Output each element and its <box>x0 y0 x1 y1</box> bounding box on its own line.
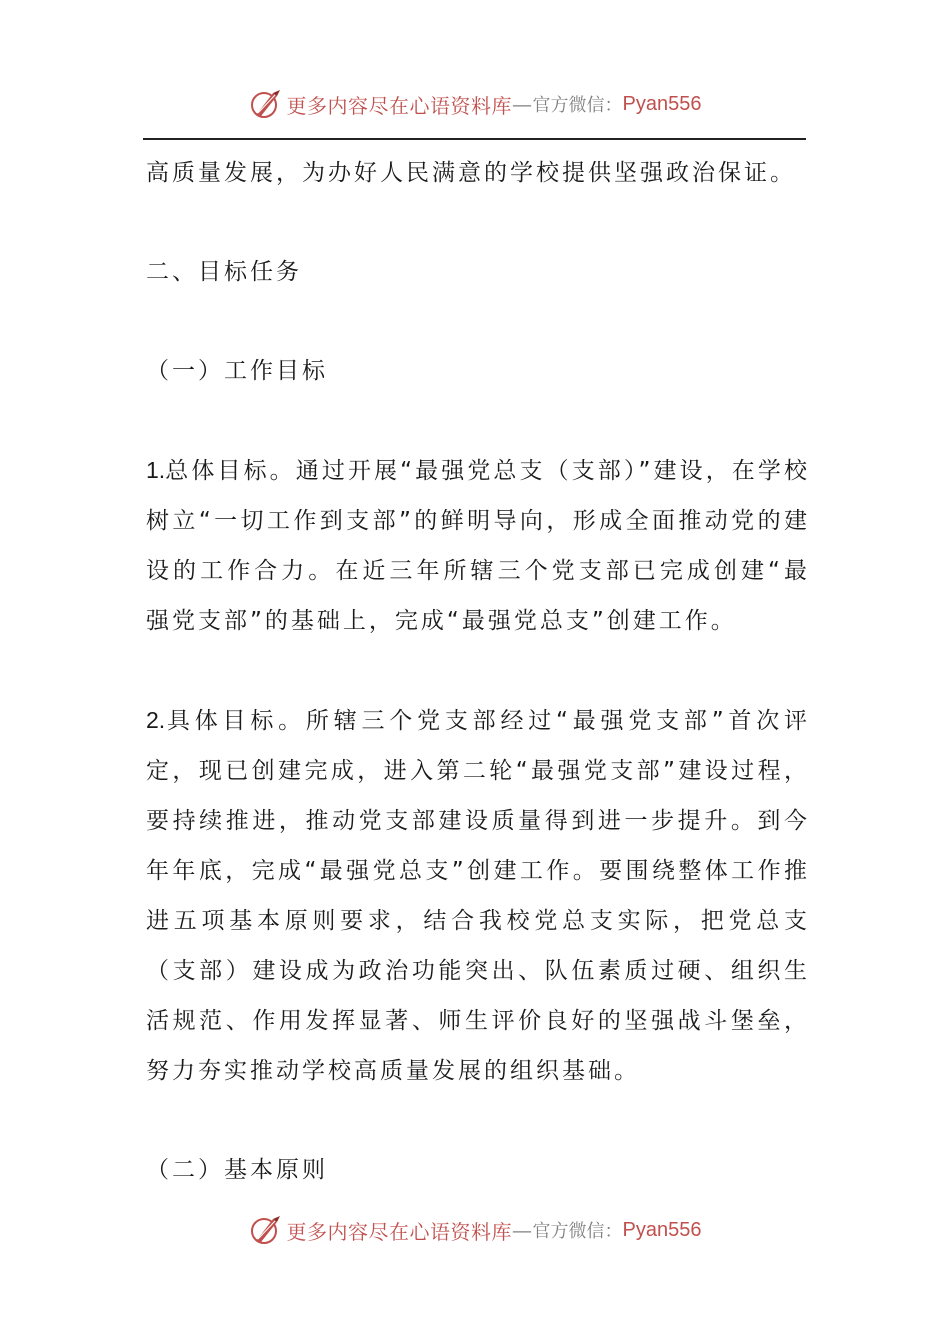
header-site-text: 更多内容尽在心语资料库 <box>286 93 513 118</box>
intro-tail-paragraph: 高质量发展，为办好人民满意的学校提供坚强政治保证。 <box>146 160 796 186</box>
quill-pen-logo-icon <box>249 87 283 121</box>
header-banner <box>0 84 950 124</box>
header-divider <box>143 138 806 140</box>
header-wechat-label: 官方微信： <box>532 95 623 116</box>
footer-site-text: 更多内容尽在心语资料库 <box>286 1219 513 1244</box>
section-heading: 二、目标任务 <box>146 259 302 285</box>
goal-item-2-text: 具体目标。所辖三个党支部经过“最强党支部”首次评定，现已创建完成，进入第二轮“最强党支部”建设过程，要持续推进，推动党支部建设质量得到进一步提升。到今年年底，完成“最强党总支”创建工作。要围绕整体工作推进五项基本原则要求，结合我校党总支实际，把党总支（支部）建设成为政治功能突出、队伍素质过硬、组织生活规范、作用发挥显著、师生评价良好的坚强战斗堡垒，努力夯实推动学校高质量发展的组织基础。 <box>146 708 810 1084</box>
document-body <box>146 148 810 1195</box>
goal-item-1-number: 1. <box>146 457 166 483</box>
header-wechat-id: Pyan556 <box>622 92 702 115</box>
quill-pen-logo-icon <box>249 1213 283 1247</box>
goal-item-1-text: 总体目标。通过开展“最强党总支（支部）”建设，在学校树立“一切工作到支部”的鲜明导向，形成全面推动党的建设的工作合力。在近三年所辖三个党支部已完成创建“最强党支部”的基础上，完成“最强党总支”创建工作。 <box>146 458 810 634</box>
goal-item-2 <box>146 695 810 1096</box>
footer-wechat-id: Pyan556 <box>622 1218 702 1241</box>
footer-dash: — <box>512 1218 533 1242</box>
subsection-heading-principles: （二）基本原则 <box>146 1157 328 1183</box>
footer-wechat-label: 官方微信： <box>532 1221 623 1242</box>
subsection-heading-goals: （一）工作目标 <box>146 358 328 384</box>
header-dash: — <box>512 92 533 116</box>
footer-banner <box>0 1210 950 1250</box>
goal-item-2-number: 2. <box>146 707 166 733</box>
goal-item-1 <box>146 445 810 646</box>
